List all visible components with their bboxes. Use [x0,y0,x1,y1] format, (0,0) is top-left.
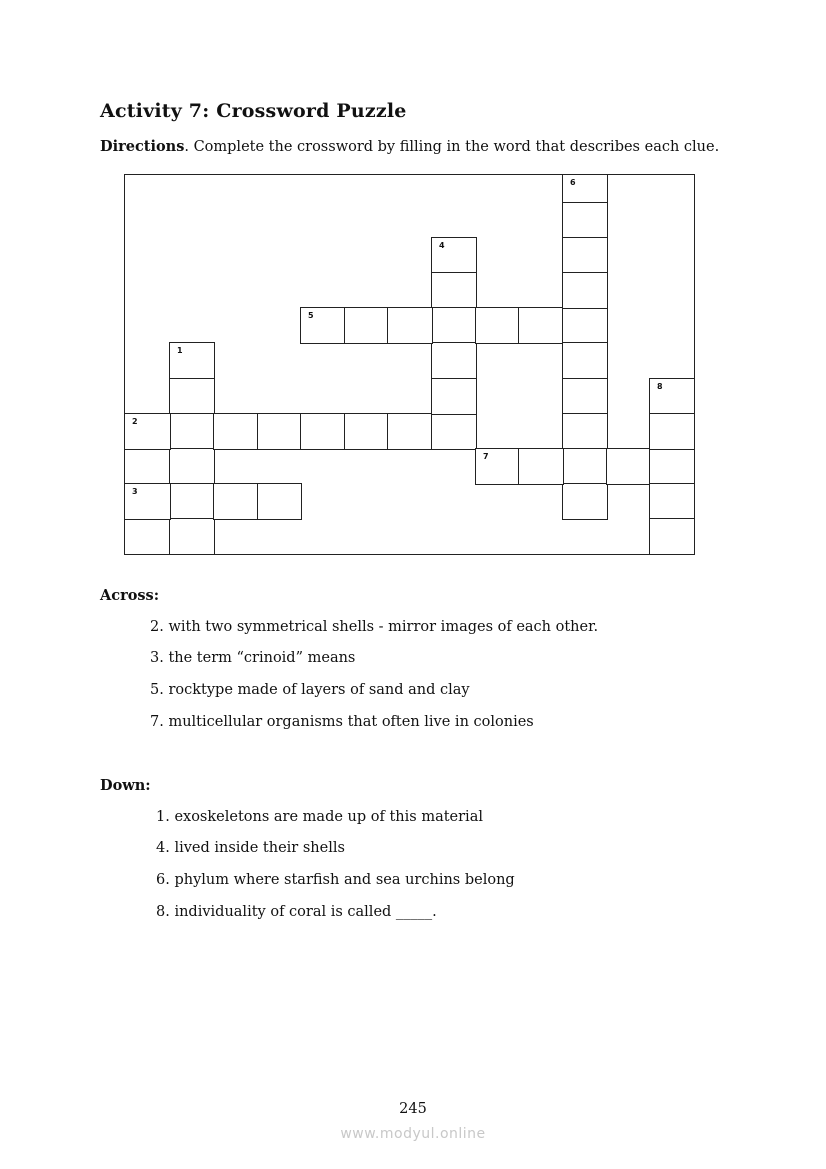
page-title: Activity 7: Crossword Puzzle [100,100,407,122]
crossword-cell[interactable] [562,237,608,274]
crossword-cell[interactable] [431,342,477,380]
crossword-cell[interactable] [475,448,520,485]
crossword-cell[interactable] [431,272,477,309]
crossword-cell[interactable] [431,237,477,274]
crossword-cell[interactable] [169,483,215,520]
crossword-cell[interactable] [562,202,608,239]
directions-text: . Complete the crossword by filling in the word that describes each clue. [184,139,720,155]
crossword-cell[interactable] [649,413,695,450]
crossword-cell[interactable] [257,483,302,520]
crossword-cell[interactable] [518,448,564,485]
crossword-cell[interactable] [213,413,259,450]
crossword-cell[interactable] [475,307,520,344]
crossword-cell[interactable] [562,413,608,450]
crossword-cell[interactable] [562,342,608,380]
crossword-cell[interactable] [649,518,695,555]
crossword-cell[interactable] [169,518,215,555]
across-clue-7: 7. multicellular organisms that often live in colonies [150,714,534,730]
clue-number: 8 [657,382,663,391]
crossword-cell[interactable] [257,413,302,450]
crossword-cell[interactable] [169,342,215,380]
crossword-cell[interactable] [562,378,608,415]
page-number: 245 [399,1101,427,1117]
clue-number: 1 [177,346,183,355]
down-clue-1: 1. exoskeletons are made up of this material [156,809,483,825]
crossword-cell[interactable] [300,413,346,450]
crossword-cell[interactable] [562,307,608,344]
crossword-cell[interactable] [169,413,215,450]
crossword-cell[interactable] [213,483,259,520]
crossword-cell[interactable] [124,483,171,520]
crossword-cell[interactable] [518,307,564,344]
down-clue-6: 6. phylum where starfish and sea urchins belong [156,872,515,888]
site-watermark: www.modyul.online [340,1126,486,1142]
crossword-cell[interactable] [562,272,608,309]
clue-number: 3 [132,487,138,496]
down-heading: Down: [100,777,151,794]
clue-number: 2 [132,417,138,426]
crossword-cell[interactable] [431,413,477,450]
crossword-cell[interactable] [169,448,215,485]
crossword-cell[interactable] [649,448,695,485]
crossword-cell[interactable] [124,413,171,450]
crossword-cell[interactable] [344,413,389,450]
crossword-cell[interactable] [431,378,477,415]
directions-label: Directions [100,138,185,155]
crossword-cell[interactable] [562,174,608,204]
crossword-grid [124,174,695,555]
across-clue-3: 3. the term “crinoid” means [150,650,356,666]
directions [100,138,719,155]
crossword-cell[interactable] [387,413,433,450]
clue-number: 5 [308,311,314,320]
across-heading: Across: [100,587,160,604]
clue-number: 6 [570,178,576,187]
crossword-cell[interactable] [300,307,346,344]
crossword-cell[interactable] [169,378,215,415]
crossword-cell[interactable] [562,448,608,485]
crossword-cell[interactable] [562,483,608,520]
across-clue-2: 2. with two symmetrical shells - mirror images of each other. [150,619,599,635]
crossword-cell[interactable] [387,307,433,344]
crossword-cell[interactable] [649,483,695,520]
clue-number: 4 [439,241,445,250]
crossword-cell[interactable] [431,307,477,344]
across-clue-5: 5. rocktype made of layers of sand and clay [150,682,470,698]
down-clue-8: 8. individuality of coral is called _____. [156,904,437,920]
crossword-cell[interactable] [606,448,651,485]
crossword-cell[interactable] [344,307,389,344]
down-clue-4: 4. lived inside their shells [156,840,345,856]
clue-number: 7 [483,452,489,461]
crossword-cell[interactable] [649,378,695,415]
